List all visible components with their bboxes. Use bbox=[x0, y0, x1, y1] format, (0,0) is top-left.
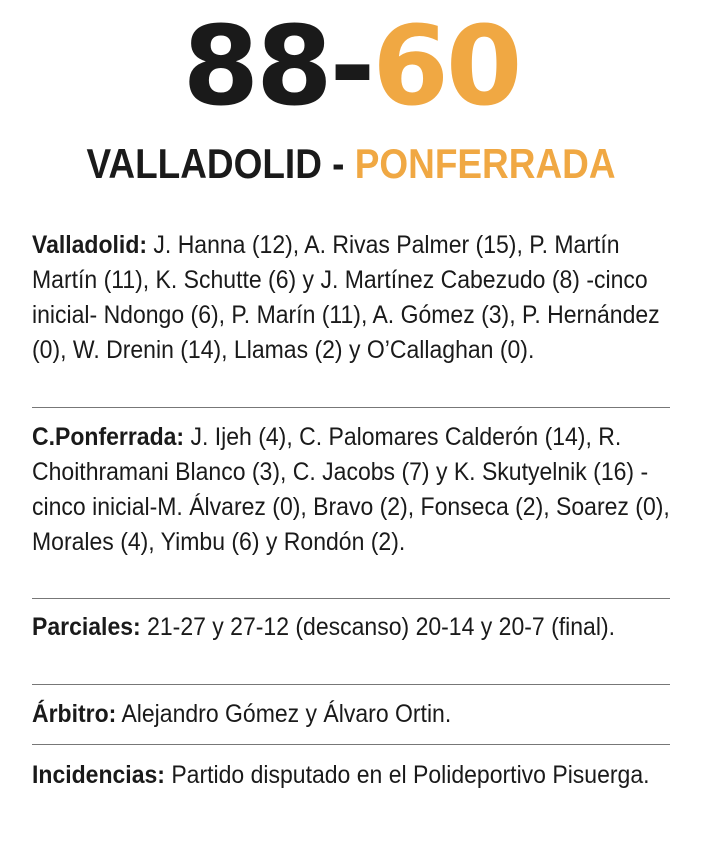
divider bbox=[32, 407, 670, 408]
arbitro-section bbox=[32, 697, 672, 732]
arbitro-text: Alejandro Gómez y Álvaro Ortin. bbox=[116, 700, 452, 728]
incidencias-section bbox=[32, 758, 672, 793]
ponferrada-players: J. Ijeh (4), C. Palomares Calderón (14), R. Choithramani Blanco (3), C. Jacobs (7) y K. Skutyelnik (16) -cinco inicial-M. Álvarez (0), Bravo (2), Fonseca (2), Soarez (0), Morales (4), Yimbu (6) y Rondón (2). bbox=[32, 423, 670, 556]
score-separator: - bbox=[329, 2, 373, 130]
divider bbox=[32, 598, 670, 599]
arbitro-label: Árbitro: bbox=[32, 700, 117, 728]
incidencias-label: Incidencias: bbox=[32, 761, 165, 789]
teams-title bbox=[42, 136, 660, 192]
valladolid-label: Valladolid: bbox=[32, 231, 148, 259]
final-score bbox=[0, 2, 702, 130]
valladolid-lineup bbox=[32, 228, 672, 368]
teams-separator: - bbox=[321, 140, 355, 187]
parciales-text: 21-27 y 27-12 (descanso) 20-14 y 20-7 (final). bbox=[140, 613, 616, 641]
incidencias-text: Partido disputado en el Polideportivo Pisuerga. bbox=[164, 761, 650, 789]
valladolid-players: J. Hanna (12), A. Rivas Palmer (15), P. Martín Martín (11), K. Schutte (6) y J. Martínez Cabezudo (8) -cinco inicial- Ndongo (6), P. Marín (11), A. Gómez (3), P. Hernández (0), W. Drenin (14), Llamas (2) y O’Callaghan (0). bbox=[32, 231, 660, 364]
divider bbox=[32, 744, 670, 745]
parciales-label: Parciales: bbox=[32, 613, 141, 641]
parciales-section bbox=[32, 610, 672, 645]
away-team-name: PONFERRADA bbox=[354, 140, 616, 187]
divider bbox=[32, 684, 670, 685]
ponferrada-label: C.Ponferrada: bbox=[32, 423, 185, 451]
ponferrada-lineup bbox=[32, 420, 672, 560]
home-team-name: VALLADOLID bbox=[86, 140, 322, 187]
home-score: 88 bbox=[182, 2, 330, 130]
away-score: 60 bbox=[372, 2, 520, 130]
